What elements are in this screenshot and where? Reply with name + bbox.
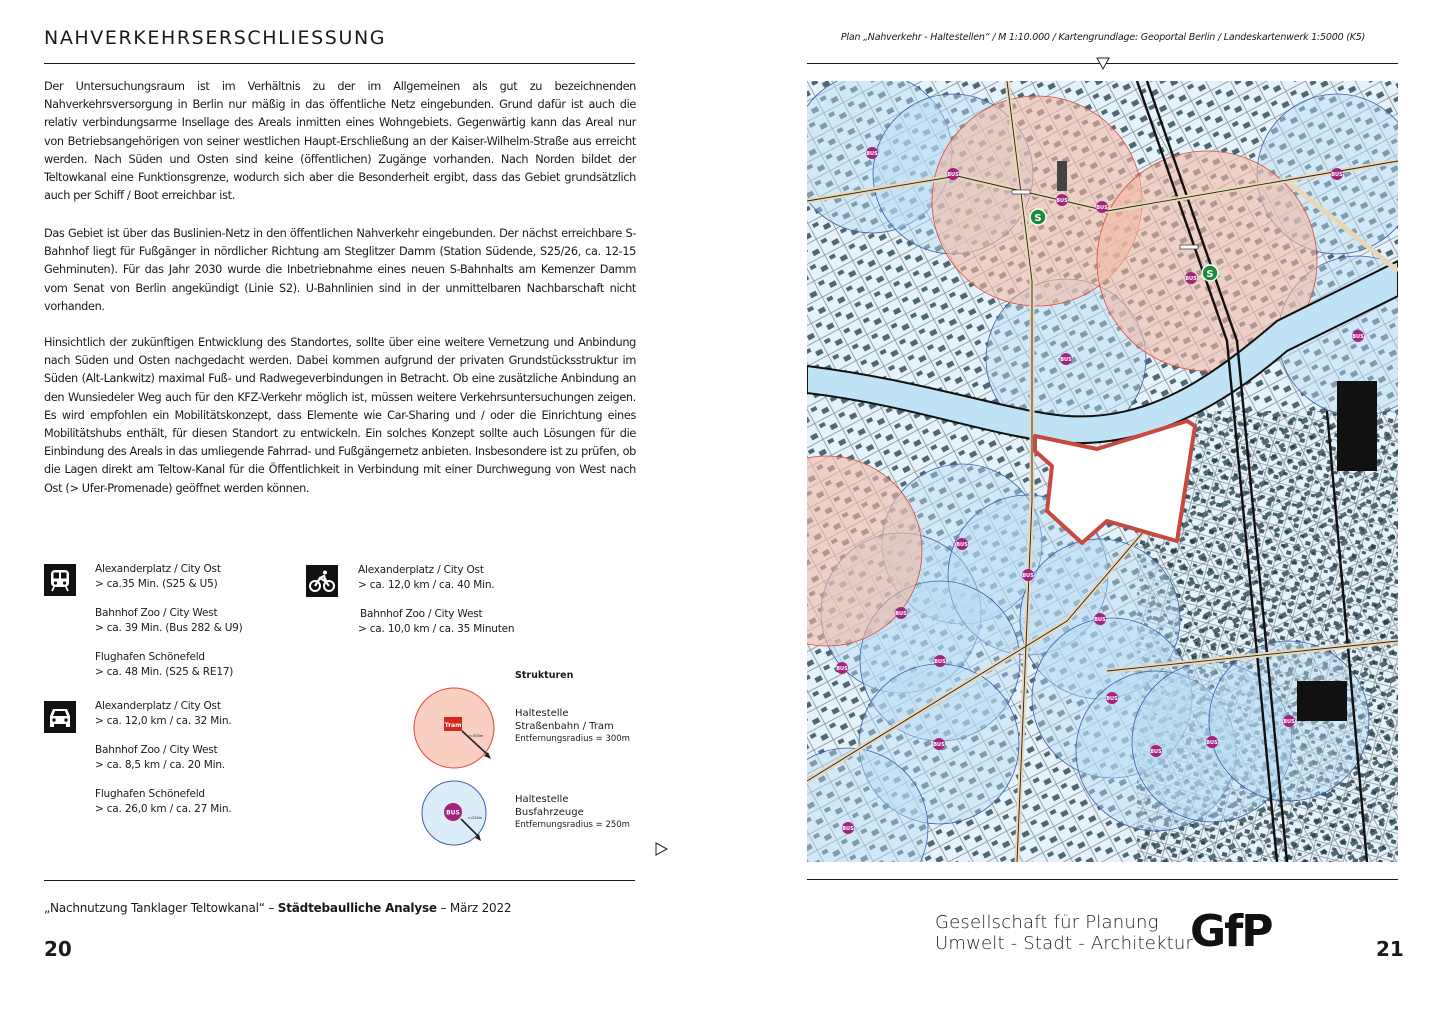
page-number-left: 20 [44, 937, 72, 961]
page-title: NAHVERKEHRSERSCHLIESSUNG [44, 27, 387, 49]
svg-text:BUS: BUS [446, 809, 460, 817]
footer-divider-left [44, 880, 635, 881]
svg-text:BUS: BUS [1106, 696, 1118, 702]
svg-text:BUS: BUS [1060, 357, 1072, 363]
svg-text:BUS: BUS [1185, 276, 1197, 282]
route-info: > ca. 10,0 km / ca. 35 Minuten [358, 623, 515, 635]
train-route-1 [95, 562, 221, 592]
transit-map[interactable] [807, 81, 1398, 862]
company-name: Gesellschaft für Planung Umwelt - Stadt - Architektur [935, 912, 1194, 954]
legend-tram-text: Haltestelle Straßenbahn / Tram Entfernungsradius = 300m [515, 708, 630, 744]
route-info: > ca. 8,5 km / ca. 20 Min. [95, 759, 225, 771]
svg-text:S: S [1206, 269, 1214, 280]
svg-text:BUS: BUS [947, 172, 959, 178]
svg-text:BUS: BUS [956, 542, 968, 548]
svg-text:BUS: BUS [1352, 334, 1364, 340]
car-route-1 [95, 699, 231, 729]
train-icon [44, 564, 76, 596]
svg-text:BUS: BUS [842, 826, 854, 832]
svg-text:BUS: BUS [836, 666, 848, 672]
route-destination: Alexanderplatz / City Ost [358, 564, 484, 576]
paragraph-3: Hinsichtlich der zukünftigen Entwicklung des Standortes, sollte über eine weitere Vernetzung und Anbindung nach Süden und Osten nachgedacht werden. Dabei kommen aufgrund der privaten Grundstücksstruktur im Süden (Alt-Lankwitz) maximal Fuß- und Radwegeverbindungen in Betracht. Ob eine zusätzliche Anbindung an den Wunsiedeler Weg auch für den KFZ-Verkehr möglich ist, müssen weitere Verkehrsuntersuchungen zeigen. Es wird empfohlen ein Mobilitätskonzept, dass Elemente wie Car-Sharing und / oder die Einrichtung eines Mobilitätshubs enthält, für diesen Standort zu entwickeln. Ein solches Konzept sollte auch Lösungen für die Einbindung des Areals in das umliegende Fahrrad- und Fußgängernetz anbieten. Insbesondere ist zu prüfen, ob die Lagen direkt am Teltow-Kanal für die Öffentlichkeit in Verbindung mit einer Durchwegung von West nach Ost (> Ufer-Promenade) geöffnet werden können. [44, 336, 636, 495]
svg-text:BUS: BUS [1150, 749, 1162, 755]
title-divider [44, 63, 635, 64]
svg-text:BUS: BUS [1056, 198, 1068, 204]
svg-text:BUS: BUS [934, 659, 946, 665]
footer-divider-right [807, 879, 1398, 880]
legend-bus-text: Haltestelle Busfahrzeuge Entfernungsradius = 250m [515, 794, 630, 830]
paragraph-2: Das Gebiet ist über das Buslinien-Netz in den öffentlichen Nahverkehr eingebunden. Der nächst erreichbare S-Bahnhof liegt für Fußgänger in nördlicher Richtung am Steglitzer Damm (Station Südende, S25/26, ca. 12-15 Gehminuten). Für das Jahr 2030 wurde die Inbetriebnahme eines neuen S-Bahnhalts am Kemenzer Damm vom Senat von Berlin angekündigt (Linie S2). U-Bahnlinien sind in der unmittelbaren Nachbarschaft nicht vorhanden. [44, 227, 636, 313]
svg-text:BUS: BUS [1331, 172, 1343, 178]
svg-text:BUS: BUS [933, 742, 945, 748]
svg-text:Tram: Tram [444, 722, 462, 729]
route-info: > ca. 39 Min. (Bus 282 & U9) [95, 622, 243, 634]
route-destination: Bahnhof Zoo / City West [95, 744, 218, 756]
route-destination: Alexanderplatz / City Ost [95, 700, 221, 712]
footer-project-info: „Nachnutzung Tanklager Teltowkanal“ – Städtebaulliche Analyse – März 2022 [44, 901, 512, 915]
car-icon [44, 701, 76, 733]
svg-text:BUS: BUS [1022, 573, 1034, 579]
route-destination: Flughafen Schönefeld [95, 788, 205, 800]
train-route-3 [95, 650, 233, 680]
map-graphic [807, 81, 1398, 862]
train-route-2 [95, 606, 243, 636]
company-logo: GfP [1190, 906, 1272, 957]
route-destination: Flughafen Schönefeld [95, 651, 205, 663]
route-info: > ca.35 Min. (S25 & U5) [95, 578, 218, 590]
svg-text:r=300m: r=300m [468, 734, 484, 738]
route-destination: Bahnhof Zoo / City West [360, 608, 483, 620]
page-number-right: 21 [1376, 937, 1404, 961]
route-info: > ca. 12,0 km / ca. 40 Min. [358, 579, 495, 591]
car-route-2 [95, 743, 225, 773]
car-route-3 [95, 787, 231, 817]
route-info: > ca. 48 Min. (S25 & RE17) [95, 666, 234, 678]
svg-text:BUS: BUS [1096, 205, 1108, 211]
svg-text:BUS: BUS [895, 611, 907, 617]
tram-radius-legend-symbol [412, 686, 496, 770]
bicycle-icon [306, 565, 338, 597]
route-destination: Bahnhof Zoo / City West [95, 607, 218, 619]
svg-text:BUS: BUS [1283, 719, 1295, 725]
svg-text:BUS: BUS [1206, 740, 1218, 746]
svg-text:S: S [1034, 213, 1042, 224]
map-caption: Plan „Nahverkehr - Haltestellen“ / M 1:10.000 / Kartengrundlage: Geoportal Berlin / Landeskartenwerk 1:5000 (K5) [840, 32, 1366, 43]
svg-text:BUS: BUS [1094, 617, 1106, 623]
bus-radius-legend-symbol [419, 779, 489, 847]
svg-text:r=250m: r=250m [467, 816, 483, 820]
route-info: > ca. 26,0 km / ca. 27 Min. [95, 803, 232, 815]
route-info: > ca. 12,0 km / ca. 32 Min. [95, 715, 232, 727]
svg-text:BUS: BUS [866, 151, 878, 157]
next-page-arrow-icon[interactable] [655, 842, 669, 856]
down-arrow-icon [1096, 57, 1110, 71]
legend-title: Strukturen [515, 670, 574, 681]
bike-route-1 [358, 563, 494, 593]
paragraph-1: Der Untersuchungsraum ist im Verhältnis zu der im Allgemeinen als gut zu bezeichnenden Nahverkehrsversorgung in Berlin nur mäßig in das öffentliche Netz eingebunden. Grund dafür ist auch die relativ verbindungsarme Insellage des Areals inmitten eines Wohngebiets. Gegenwärtig kann das Areal nur von Betriebsangehörigen von seiner westlichen Haupt-Erschließung an der Kaiser-Wilhelm-Straße aus erreicht werden. Nach Süden und Osten sind keine (öffentlichen) Zugänge vorhanden. Nach Norden bildet der Teltowkanal eine Funktionsgrenze, wodurch sich aber die Besonderheit ergibt, dass das Gebiet grundsätzlich auch per Schiff / Boot erreichbar ist. [44, 80, 636, 203]
route-destination: Alexanderplatz / City Ost [95, 563, 221, 575]
bike-route-2 [358, 607, 514, 637]
